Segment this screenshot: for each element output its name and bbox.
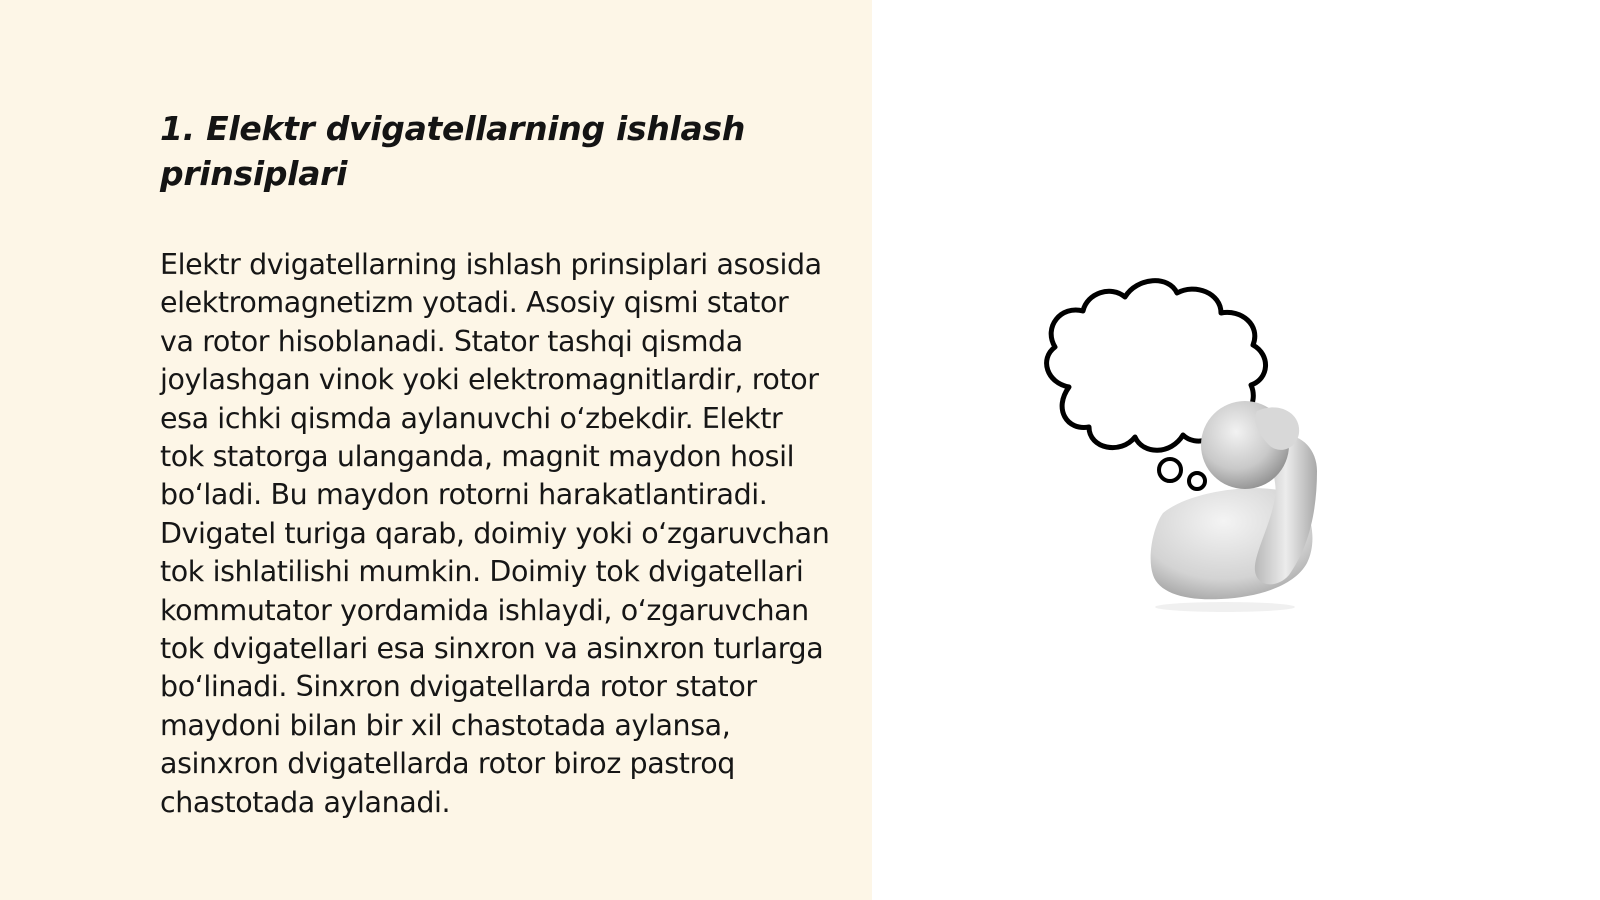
- thought-bubble-tiny: [1189, 473, 1205, 489]
- slide-title: 1. Elektr dvigatellarning ishlash prinsiplari: [160, 109, 746, 193]
- thought-bubble-small: [1159, 459, 1181, 481]
- slide-body-text: Elektr dvigatellarning ishlash prinsiplari asosida elektromagnetizm yotadi. Asosiy qismi stator va rotor hisoblanadi. Stator tashqi qismda joylashgan vinok yoki elektromagnitlardir, rotor esa ichki qismda aylanuvchi oʻzbekdir. Elektr tok statorga ulanganda, magnit maydon hosil boʻladi. Bu maydon rotorni harakatlantiradi. Dvigatel turiga qarab, doimiy yoki oʻzgaruvchan tok ishlatilishi mumkin. Doimiy tok dvigatellari kommutator yordamida ishlaydi, oʻzgaruvchan tok dvigatellari esa sinxron va asinxron turlarga boʻlinadi. Sinxron dvigatellarda rotor stator maydoni bilan bir xil chastotada aylansa, asinxron dvigatellarda rotor biroz pastroq chastotada aylanadi.: [160, 248, 830, 819]
- thinking-person-icon: [1025, 275, 1345, 615]
